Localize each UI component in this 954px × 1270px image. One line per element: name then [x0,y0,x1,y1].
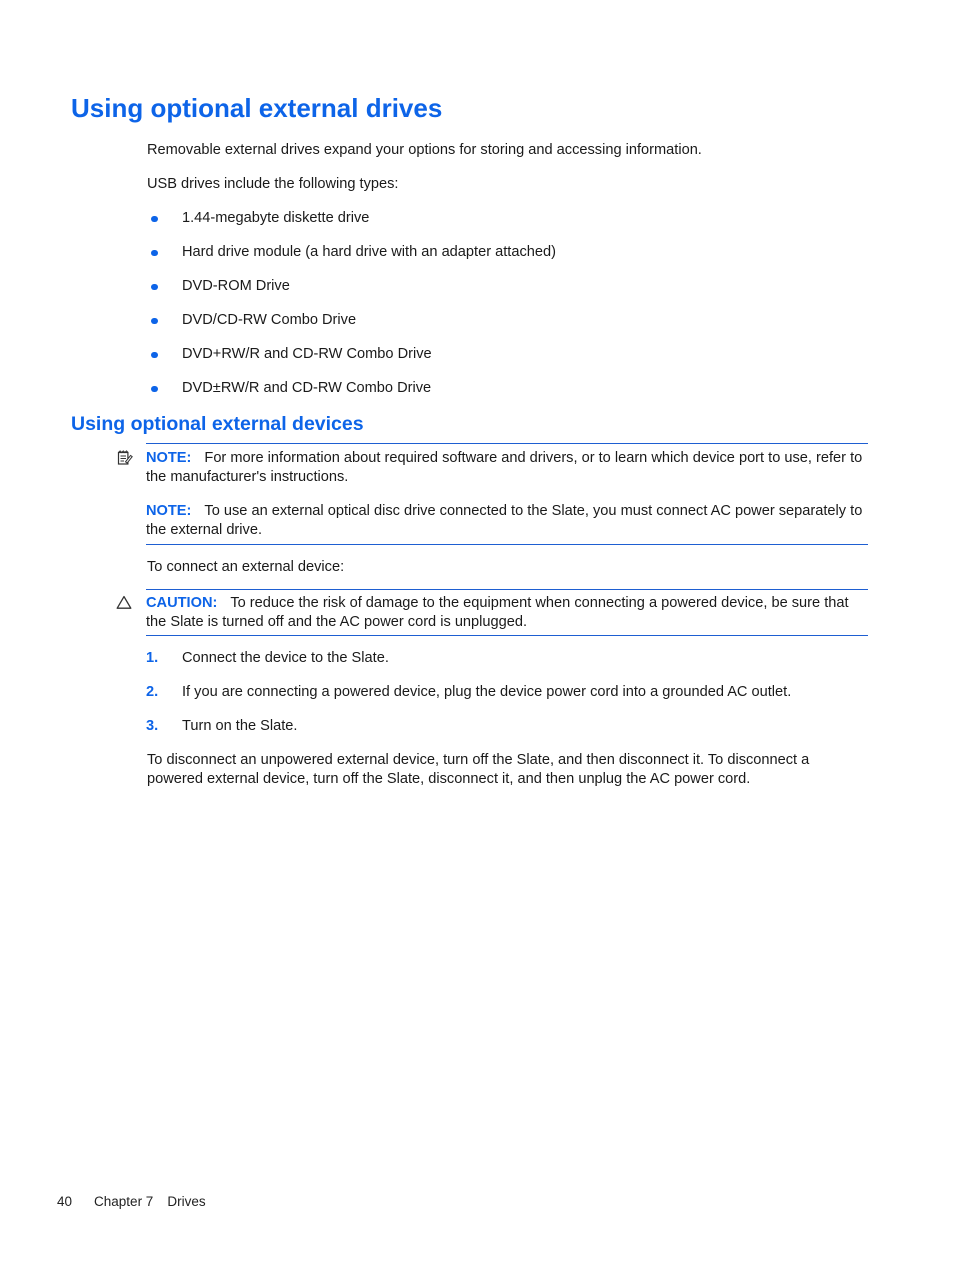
list-item [147,311,869,330]
page-title: Using optional external drives [71,93,443,123]
bullet-dot-icon [151,284,158,291]
list-item [147,243,869,262]
page-number: 40 [57,1194,73,1209]
bullet-dot-icon [151,250,158,257]
step-item [146,649,868,668]
list-item-text: DVD-ROM Drive [182,278,290,294]
bullet-dot-icon [151,352,158,359]
note-box [146,443,868,545]
caution-paragraph [146,594,868,632]
connect-intro-paragraph: To connect an external device: [147,559,345,575]
chapter-label: Chapter 7 [94,1194,154,1209]
chapter-title: Drives [167,1194,206,1209]
warning-triangle-icon [116,595,133,612]
list-item-text: Hard drive module (a hard drive with an adapter attached) [182,244,556,260]
caution-text: To reduce the risk of damage to the equipment when connecting a powered device, be sure that the Slate is turned off and the AC power cord is unplugged. [146,595,849,630]
drive-type-list [147,209,869,398]
step-number: 2. [146,684,159,700]
bullet-dot-icon [151,386,158,393]
step-number: 1. [146,650,159,666]
caution-label: CAUTION: [146,595,218,611]
list-item-text: DVD/CD-RW Combo Drive [182,312,357,328]
connect-steps-list [146,649,868,736]
step-text: If you are connecting a powered device, plug the device power cord into a grounded AC outlet. [182,684,792,700]
page-footer [57,1193,206,1210]
list-item [147,345,869,364]
caution-box [146,589,868,636]
note-memo-icon [116,449,133,466]
section-title: Using optional external devices [71,413,364,435]
list-item [147,277,869,296]
step-text: Turn on the Slate. [182,718,298,734]
disconnect-paragraph: To disconnect an unpowered external device, turn off the Slate, and then disconnect it. To disconnect a powered external device, turn off the Slate, disconnect it, and then unplug the AC power cord. [147,752,810,787]
bullet-dot-icon [151,318,158,325]
intro-paragraph-2: USB drives include the following types: [147,176,399,192]
note-paragraph [146,502,868,540]
note-text: To use an external optical disc drive connected to the Slate, you must connect AC power separately to the external drive. [146,503,863,538]
list-item [147,209,869,228]
note-paragraph [146,449,868,487]
step-text: Connect the device to the Slate. [182,650,389,666]
note-text: For more information about required software and drivers, or to learn which device port to use, refer to the manufacturer's instructions. [146,450,863,485]
intro-paragraph-1: Removable external drives expand your options for storing and accessing information. [147,142,702,158]
list-item-text: DVD±RW/R and CD-RW Combo Drive [182,380,432,396]
list-item-text: DVD+RW/R and CD-RW Combo Drive [182,346,432,362]
step-number: 3. [146,718,159,734]
note-label: NOTE: [146,450,192,466]
list-item [147,379,869,398]
note-label: NOTE: [146,503,192,519]
step-item [146,683,868,702]
list-item-text: 1.44-megabyte diskette drive [182,210,370,226]
step-item [146,717,868,736]
bullet-dot-icon [151,216,158,223]
